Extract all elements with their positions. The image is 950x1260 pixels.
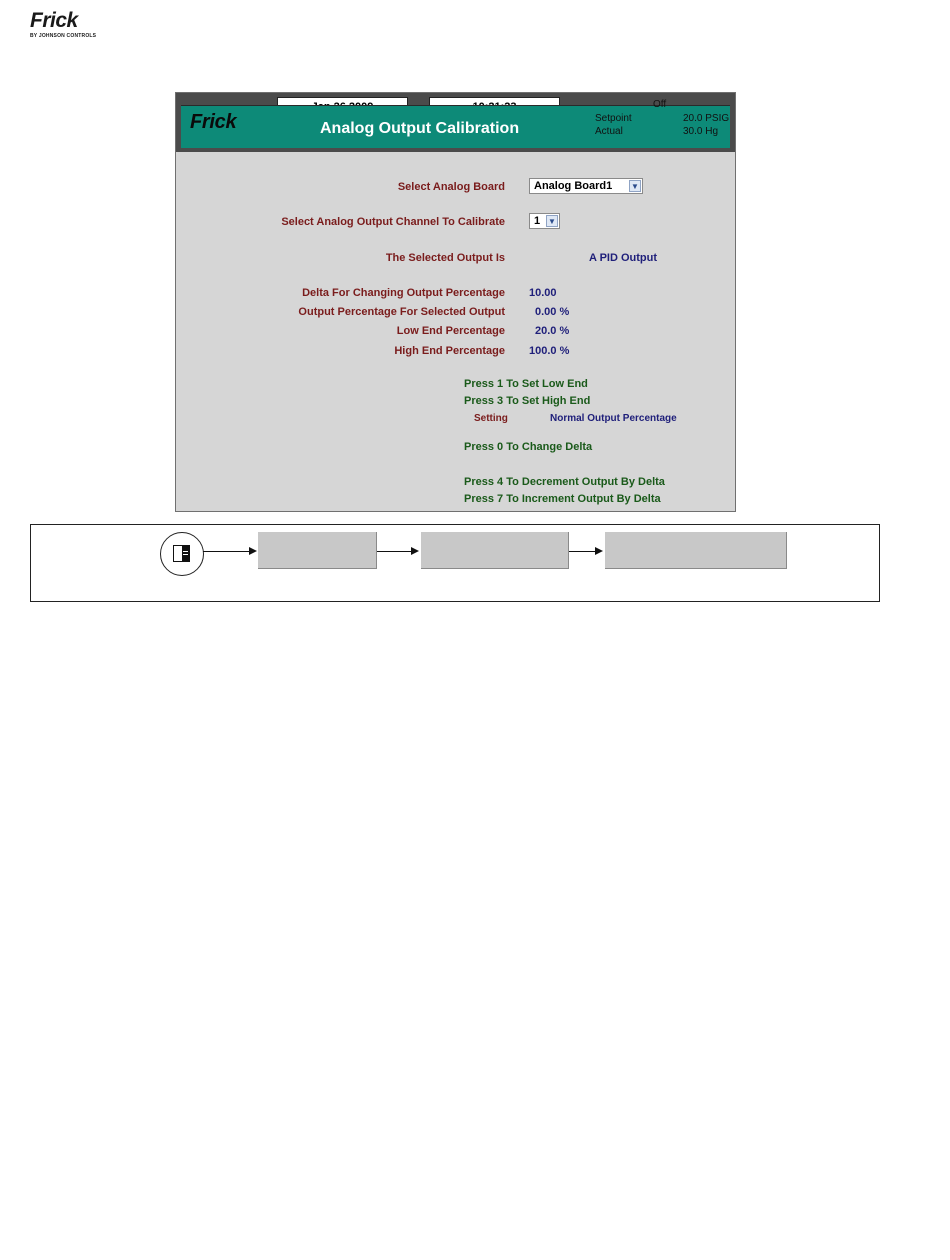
chevron-down-icon: ▼: [629, 180, 641, 192]
run-status: Off: [653, 99, 667, 110]
high-end-value: 100.0 %: [529, 345, 570, 357]
arrow-right-icon: [595, 547, 603, 555]
arrow-right-icon: [411, 547, 419, 555]
channel-value: 1: [534, 215, 541, 227]
press1-instruction: Press 1 To Set Low End: [464, 378, 588, 390]
delta-label: Delta For Changing Output Percentage: [302, 287, 505, 299]
setpoint-value: 20.0 PSIG: [683, 113, 730, 124]
output-percentage-value: 0.00 %: [535, 306, 570, 318]
analog-board-value: Analog Board1: [534, 180, 613, 192]
screen-header: [176, 93, 735, 152]
setting-label: Setting: [474, 413, 508, 424]
setpoint-label: Setpoint: [595, 113, 632, 124]
calibration-screen: [175, 92, 736, 512]
output-percentage-label: Output Percentage For Selected Output: [298, 306, 505, 318]
arrow-right-icon: [249, 547, 257, 555]
menu-key-icon: [160, 532, 204, 576]
channel-label: Select Analog Output Channel To Calibrate: [281, 216, 505, 228]
nav-step-3[interactable]: [605, 532, 787, 569]
press0-instruction: Press 0 To Change Delta: [464, 441, 593, 453]
frick-page-logo: [30, 10, 102, 42]
header-logo: Frick: [190, 111, 237, 133]
press7-instruction: Press 7 To Increment Output By Delta: [464, 493, 661, 505]
channel-select[interactable]: [529, 213, 560, 229]
press4-instruction: Press 4 To Decrement Output By Delta: [464, 476, 665, 488]
logo-subtitle: BY JOHNSON CONTROLS: [30, 33, 97, 39]
selected-output-value: A PID Output: [589, 252, 658, 264]
chevron-down-icon: ▼: [546, 215, 558, 227]
nav-arrow: [377, 551, 413, 552]
selected-output-label: The Selected Output Is: [385, 252, 505, 264]
actual-label: Actual: [595, 126, 623, 137]
actual-value: 30.0 Hg: [683, 126, 719, 137]
logo-wordmark: Frick: [30, 9, 78, 32]
low-end-label: Low End Percentage: [396, 325, 505, 337]
analog-board-select[interactable]: [529, 178, 643, 194]
low-end-value: 20.0 %: [535, 325, 570, 337]
navigation-path: [30, 524, 880, 602]
board-label: Select Analog Board: [397, 181, 505, 193]
delta-value: 10.00: [529, 287, 557, 299]
high-end-label: High End Percentage: [394, 345, 505, 357]
page-title: Analog Output Calibration: [320, 120, 520, 137]
nav-step-2[interactable]: [421, 532, 569, 569]
setting-value: Normal Output Percentage: [550, 413, 677, 424]
press3-instruction: Press 3 To Set High End: [464, 395, 591, 407]
nav-arrow: [569, 551, 596, 552]
nav-arrow: [203, 551, 251, 552]
header-band: [181, 99, 730, 148]
nav-step-1[interactable]: [258, 532, 377, 569]
